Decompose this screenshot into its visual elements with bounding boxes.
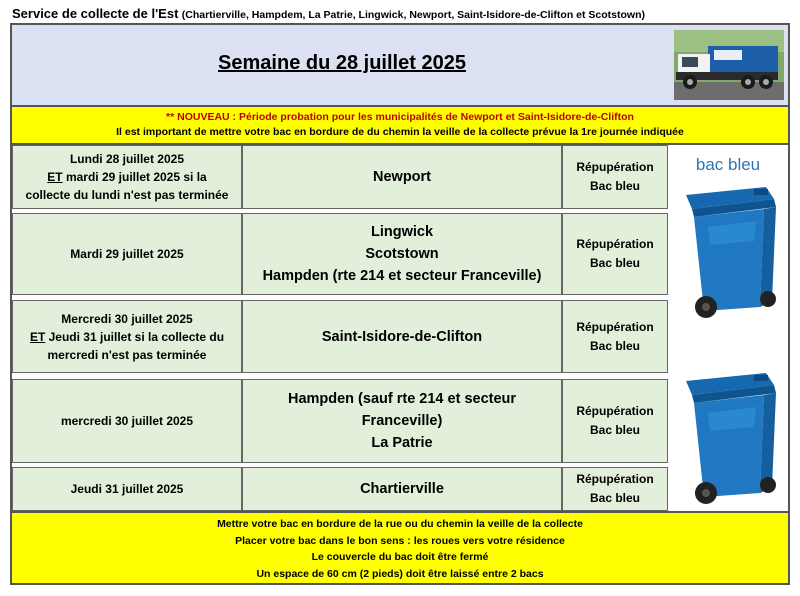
schedule-row xyxy=(12,467,668,511)
schedule-row xyxy=(12,213,668,295)
schedule-row xyxy=(12,145,668,209)
schedule-row xyxy=(12,379,668,463)
blue-bin-image xyxy=(678,367,778,507)
collection-type: Répupération Bac bleu xyxy=(562,379,668,463)
instruction-line: Un espace de 60 cm (2 pieds) doit être laissé entre 2 bacs xyxy=(256,567,544,580)
blue-bin-image xyxy=(678,181,778,321)
schedule-row xyxy=(12,300,668,373)
collection-type: Répupération Bac bleu xyxy=(562,467,668,511)
service-title: Service de collecte de l'Est xyxy=(12,6,179,21)
collection-date: Jeudi 31 juillet 2025 xyxy=(12,467,242,511)
collection-type: Répupération Bac bleu xyxy=(562,213,668,295)
service-heading xyxy=(12,6,645,21)
blue-bin-panel xyxy=(668,145,788,511)
collection-type: Répupération Bac bleu xyxy=(562,145,668,209)
notice-line-instruction: Il est important de mettre votre bac en bordure de du chemin la veille de la collecte prévue la 1re journée indiquée xyxy=(116,126,684,138)
instruction-line: Placer votre bac dans le bon sens : les roues vers votre résidence xyxy=(235,534,565,547)
municipality-list: (Chartierville, Hampdem, La Patrie, Lingwick, Newport, Saint-Isidore-de-Clifton et Scotstown) xyxy=(181,9,645,21)
collection-date: Mardi 29 juillet 2025 xyxy=(12,213,242,295)
municipality-cell: Saint-Isidore-de-Clifton xyxy=(242,300,562,373)
schedule-frame xyxy=(10,23,790,585)
collection-date: Lundi 28 juillet 2025 ET mardi 29 juillet 2025 si la collecte du lundi n'est pas terminée xyxy=(12,145,242,209)
week-title: Semaine du 28 juillet 2025 xyxy=(218,52,466,74)
municipality-cell: Hampden (sauf rte 214 et secteur Franceville) La Patrie xyxy=(242,379,562,463)
collection-date: mercredi 30 juillet 2025 xyxy=(12,379,242,463)
instruction-line: Mettre votre bac en bordure de la rue ou du chemin la veille de la collecte xyxy=(217,518,583,530)
bin-label: bac bleu xyxy=(695,155,761,174)
probation-notice xyxy=(12,107,788,145)
instruction-line: Le couvercle du bac doit être fermé xyxy=(311,551,489,563)
collection-type: Répupération Bac bleu xyxy=(562,300,668,373)
week-banner xyxy=(12,25,788,107)
municipality-cell: Newport xyxy=(242,145,562,209)
collection-date: Mercredi 30 juillet 2025 ET Jeudi 31 juillet si la collecte du mercredi n'est pas terminée xyxy=(12,300,242,373)
municipality-cell: Lingwick Scotstown Hampden (rte 214 et secteur Franceville) xyxy=(242,213,562,295)
notice-line-new: ** NOUVEAU : Période probation pour les municipalités de Newport et Saint-Isidore-de-Clifton xyxy=(166,111,634,123)
instructions-footer xyxy=(12,511,788,583)
garbage-truck-photo xyxy=(674,30,784,100)
municipality-cell: Chartierville xyxy=(242,467,562,511)
